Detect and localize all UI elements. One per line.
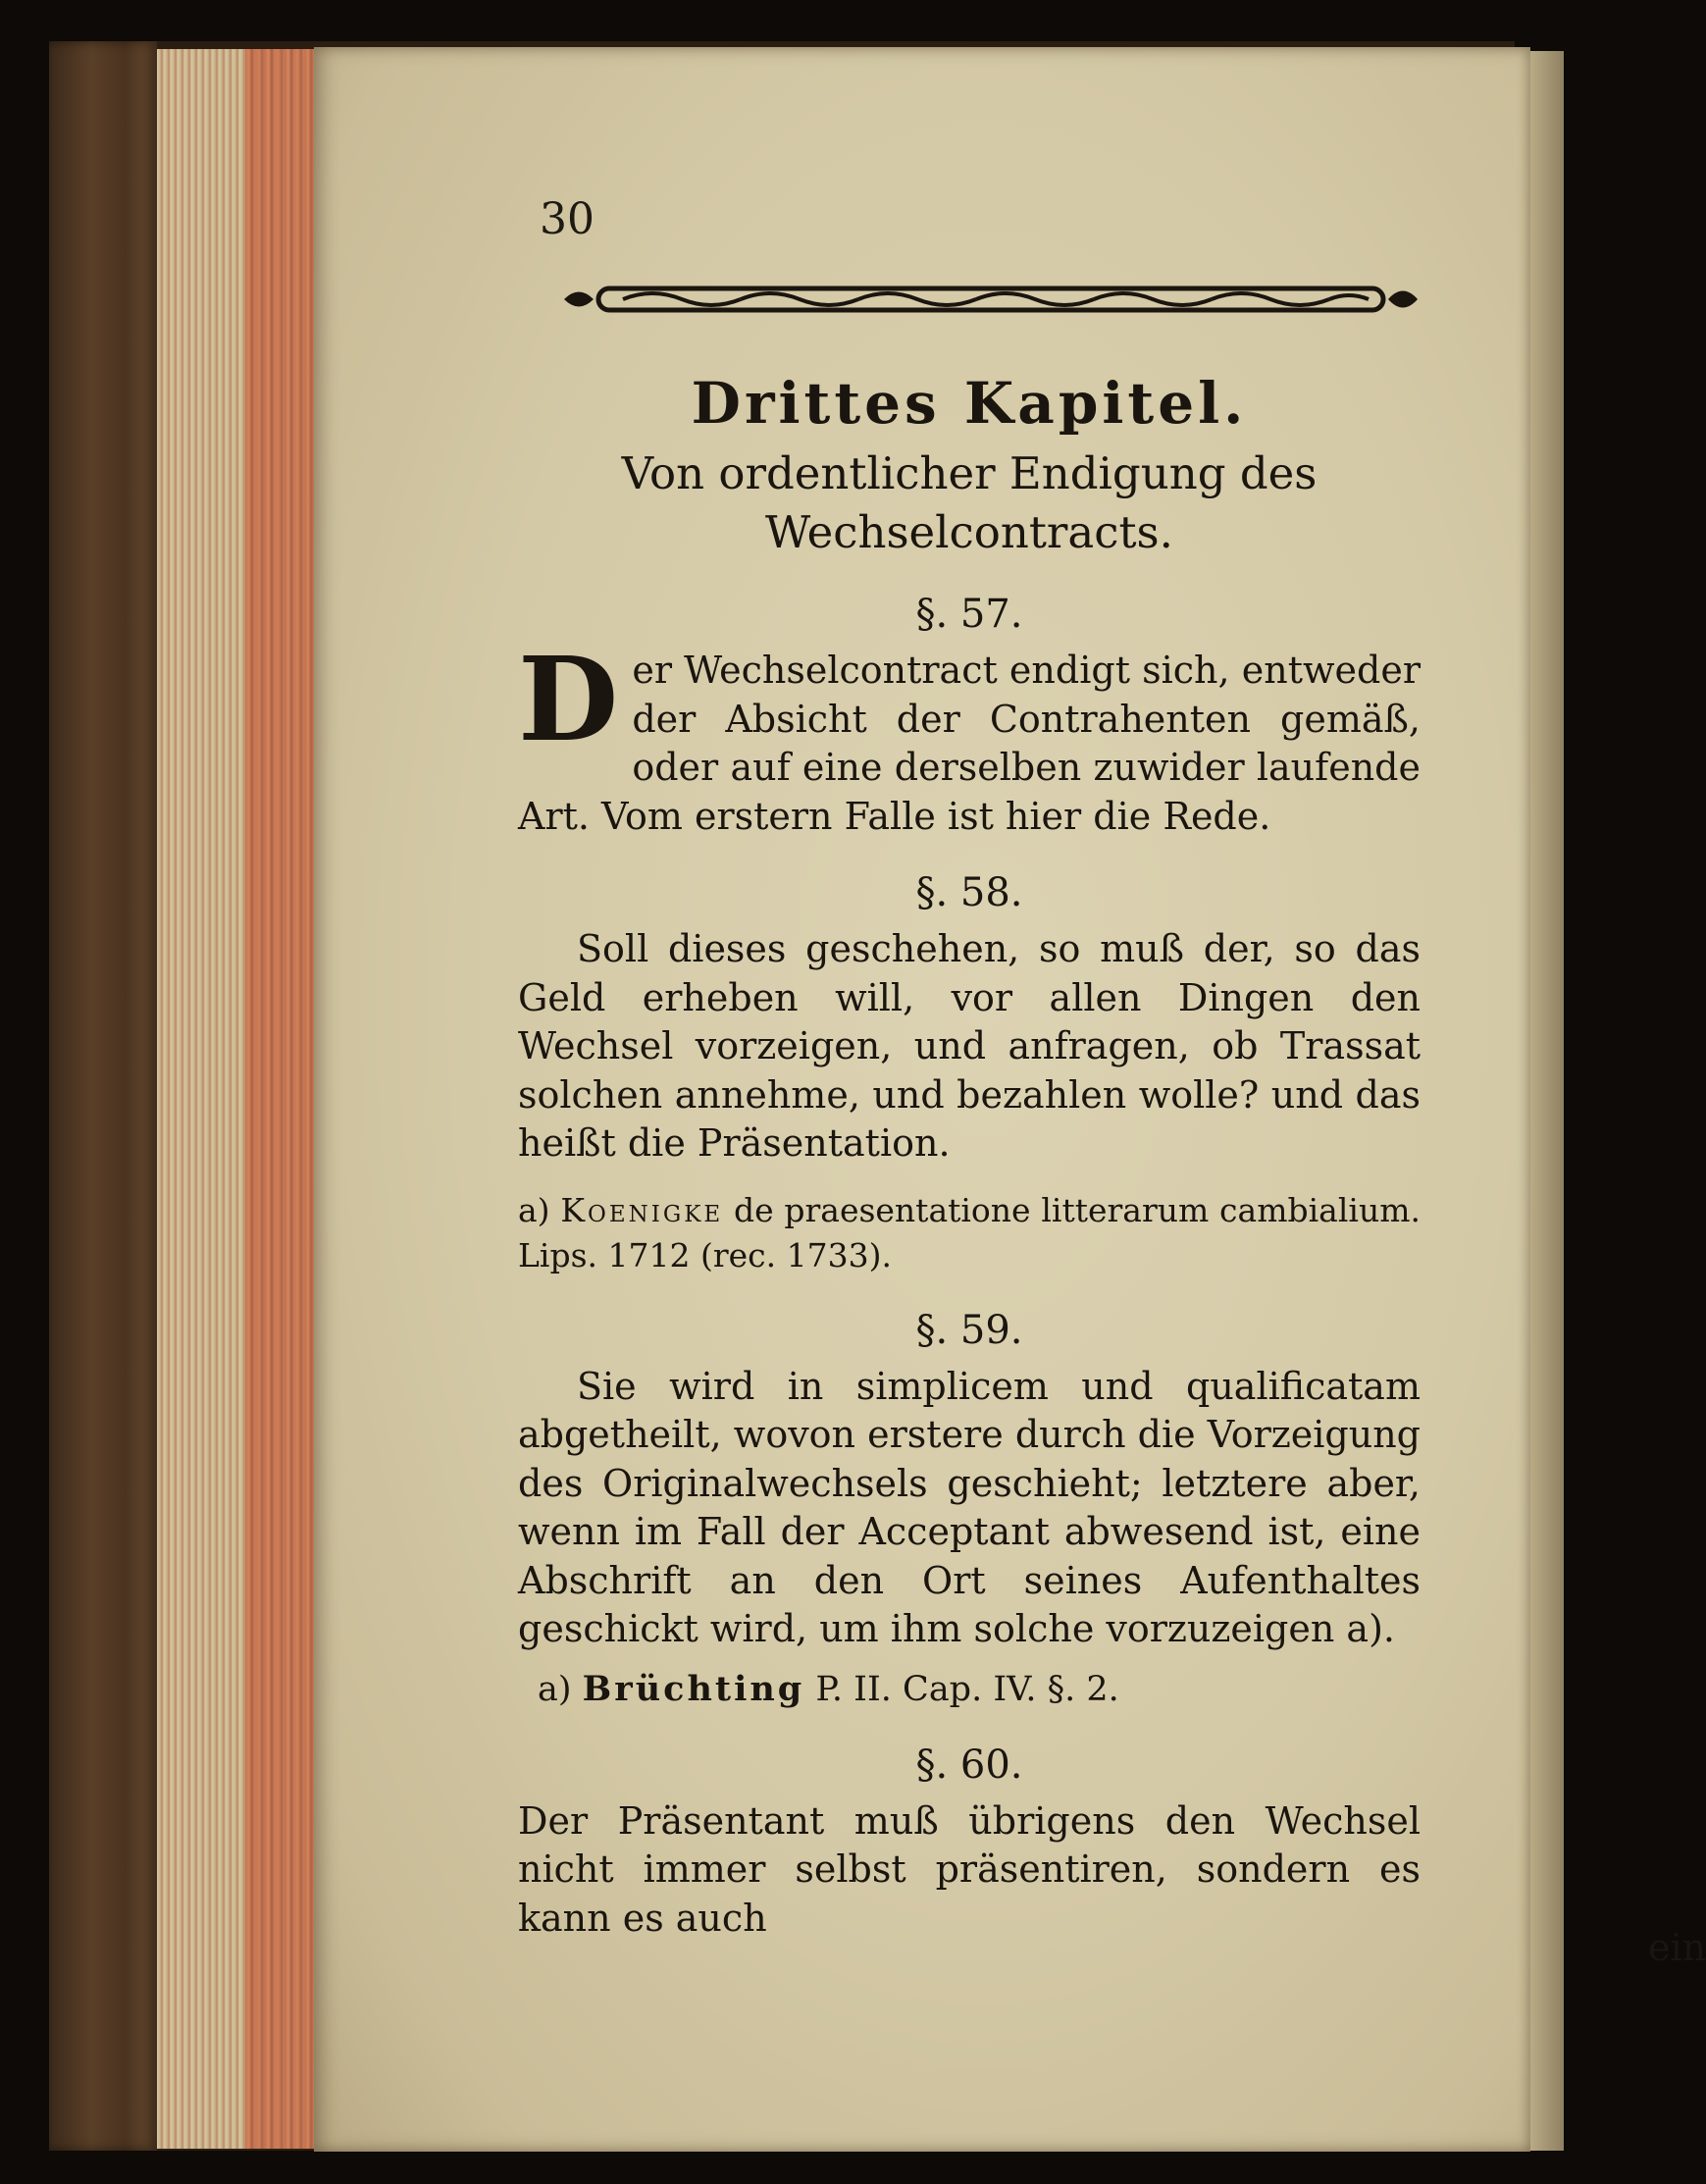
drop-cap: D [518, 631, 619, 767]
decorative-border-ornament [554, 275, 1427, 324]
paragraph-57-text: er Wechselcontract endigt sich, entweder der Absicht der Contrahenten gemäß, oder auf eine derselben zuwider laufende Art. Vom erstern Falle ist hier die Rede. [518, 649, 1421, 838]
paragraph-59: Sie wird in simplicem und qualificatam abgetheilt, wovon erstere durch die Vorzeigung des Originalwechsels geschieht; letztere aber, wenn im Fall der Acceptant abwesend ist, eine Abschrift an den Ort seines Aufenthaltes geschickt wird, um ihm solche vorzuzeigen a). [518, 1364, 1421, 1650]
paragraph-57 [518, 631, 1421, 841]
section-heading-58: §. 58. [915, 870, 1023, 915]
footnote-marker: a) [538, 1669, 572, 1709]
catchword: ein [1648, 1926, 1706, 1969]
footnote-marker: a) [518, 1190, 550, 1229]
section-heading-57: §. 57. [915, 592, 1023, 637]
page-number: 30 [540, 194, 595, 244]
footnote-text: P. II. Cap. IV. §. 2. [815, 1669, 1119, 1709]
next-page-edge [1530, 51, 1564, 2151]
chapter-title: Drittes Kapitel. [691, 370, 1248, 437]
page-text-block [518, 366, 1421, 1943]
section-heading-60: §. 60. [915, 1742, 1023, 1788]
paragraph-60: Der Präsentant muß übrigens den Wechsel nicht immer selbst präsentiren, sondern es kann es auch [518, 1798, 1421, 1940]
footnote-author: Koenigke [560, 1190, 724, 1229]
book-page [314, 47, 1706, 2152]
book [49, 41, 1706, 2151]
footnote-59 [538, 1666, 1421, 1713]
section-heading-59: §. 59. [915, 1307, 1023, 1353]
book-cover [49, 41, 157, 2151]
footnote-text: de praesentatione litterarum cambialium. Lips. 1712 (rec. 1733). [518, 1190, 1421, 1274]
paragraph-58: Soll dieses geschehen, so muß der, so das Geld erheben will, vor allen Dingen den Wechsel vorzeigen, und anfragen, ob Trassat solchen annehme, und bezahlen wolle? und das heißt die Präsentation. [518, 927, 1421, 1165]
footnote-author: Brüchting [582, 1668, 805, 1709]
chapter-subtitle: Von ordentlicher Endigung des Wechselcontracts. [621, 447, 1318, 558]
red-page-edge [245, 49, 314, 2149]
footnote-58 [518, 1188, 1421, 1278]
